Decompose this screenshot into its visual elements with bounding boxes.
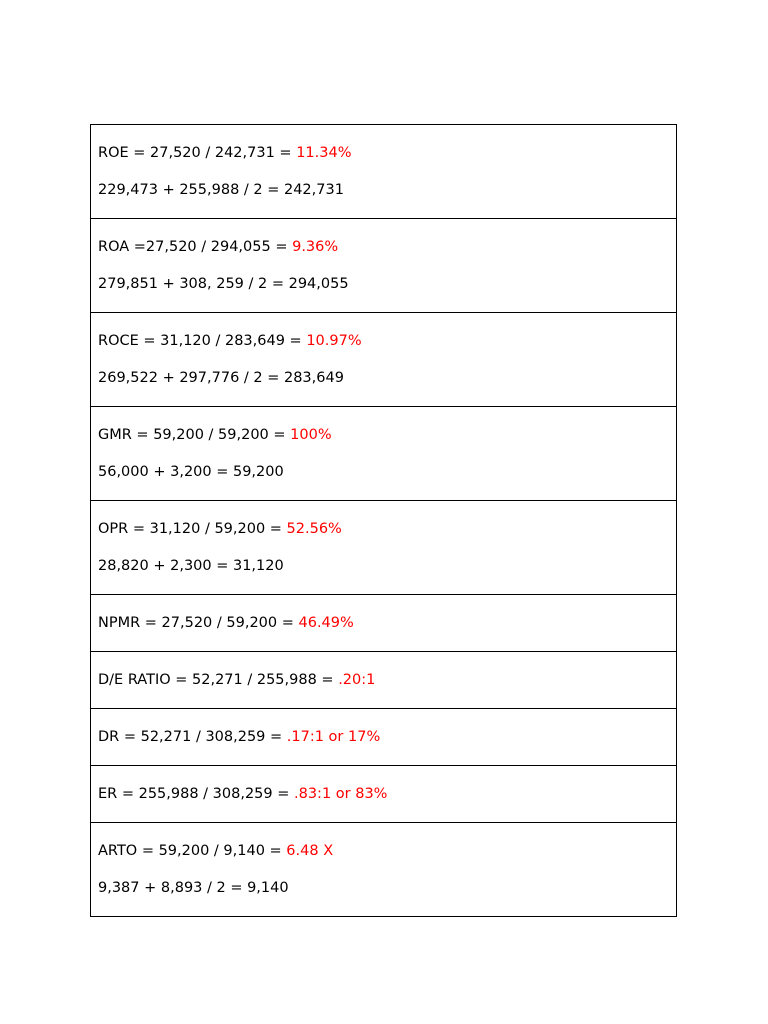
calculation-line: 229,473 + 255,988 / 2 = 242,731 [98,182,344,198]
result-value: 6.48 X [286,843,334,859]
formula-text: ARTO = 59,200 / 9,140 = [98,843,287,859]
ratio-row-arto [91,822,676,916]
formula-text: ROE = 27,520 / 242,731 = [98,145,297,161]
formula-line [98,426,332,444]
formula-line [98,238,338,256]
result-value: 9.36% [292,239,339,255]
ratio-row-dr [91,708,676,765]
calculation-line: 28,820 + 2,300 = 31,120 [98,558,284,574]
formula-line [98,144,351,162]
ratio-row-roce [91,312,676,406]
formula-text: ROA =27,520 / 294,055 = [98,239,293,255]
result-value: .20:1 [338,672,376,688]
ratio-row-roa [91,218,676,312]
ratio-row-gmr [91,406,676,500]
formula-line [98,842,333,860]
formula-line [98,332,362,350]
formula-line [98,614,354,632]
ratio-row-er [91,765,676,822]
ratio-row-roe [91,125,676,218]
calculation-line: 269,522 + 297,776 / 2 = 283,649 [98,370,344,386]
formula-text: ER = 255,988 / 308,259 = [98,786,294,802]
result-value: .17:1 or 17% [286,729,381,745]
formula-text: DR = 52,271 / 308,259 = [98,729,287,745]
formula-line [98,520,342,538]
result-value: 52.56% [286,521,342,537]
formula-line [98,785,387,803]
result-value: .83:1 or 83% [294,786,388,802]
ratio-table [90,124,677,917]
ratio-row-npmr [91,594,676,651]
formula-line [98,671,375,689]
formula-line [98,728,380,746]
result-value: 46.49% [298,615,354,631]
result-value: 11.34% [296,145,352,161]
formula-text: OPR = 31,120 / 59,200 = [98,521,287,537]
calculation-line: 56,000 + 3,200 = 59,200 [98,464,284,480]
calculation-line: 9,387 + 8,893 / 2 = 9,140 [98,880,289,896]
formula-text: NPMR = 27,520 / 59,200 = [98,615,299,631]
ratio-row-de-ratio [91,651,676,708]
ratio-row-opr [91,500,676,594]
formula-text: D/E RATIO = 52,271 / 255,988 = [98,672,339,688]
result-value: 10.97% [306,333,362,349]
formula-text: ROCE = 31,120 / 283,649 = [98,333,307,349]
result-value: 100% [290,427,332,443]
formula-text: GMR = 59,200 / 59,200 = [98,427,291,443]
calculation-line: 279,851 + 308, 259 / 2 = 294,055 [98,276,349,292]
